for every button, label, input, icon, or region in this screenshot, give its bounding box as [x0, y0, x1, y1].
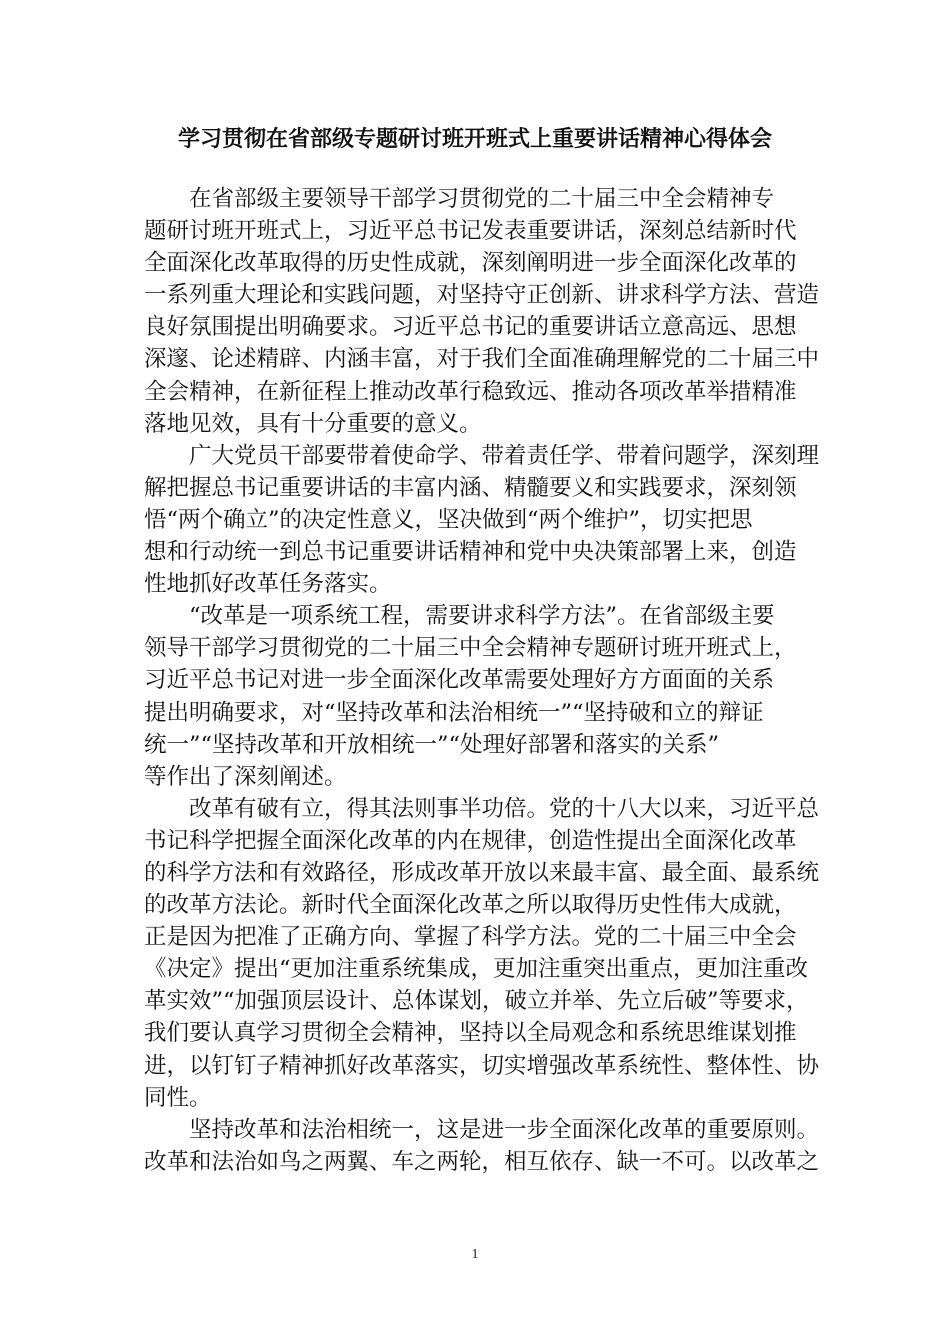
body-line: 全面深化改革取得的历史性成就，深刻阐明进一步全面深化改革的 — [144, 250, 797, 277]
body-line: 题研讨班开班式上，习近平总书记发表重要讲话，深刻总结新时代 — [144, 218, 797, 245]
body-line: 全会精神，在新征程上推动改革行稳致远、推动各项改革举措精准 — [144, 378, 797, 405]
body-line: 广大党员干部要带着使命学、带着责任学、带着问题学，深刻理 — [189, 442, 820, 469]
body-line: 一系列重大理论和实践问题，对坚持守正创新、讲求科学方法、营造 — [144, 282, 820, 309]
body-line: 我们要认真学习贯彻全会精神，坚持以全局观念和系统思维谋划推 — [144, 1020, 797, 1047]
body-line: 在省部级主要领导干部学习贯彻党的二十届三中全会精神专 — [189, 186, 775, 212]
body-line: 改革和法治如鸟之两翼、车之两轮，相互依存、缺一不可。以改革之 — [144, 1148, 820, 1175]
body-line: 书记科学把握全面深化改革的内在规律，创造性提出全面深化改革 — [144, 827, 797, 854]
body-line: 正是因为把准了正确方向、掌握了科学方法。党的二十届三中全会 — [144, 924, 797, 951]
body-line: 深邃、论述精辟、内涵丰富，对于我们全面准确理解党的二十届三中 — [144, 346, 820, 373]
body-line: 提出明确要求，对“坚持改革和法治相统一”“坚持破和立的辩证 — [144, 699, 764, 726]
body-line: 习近平总书记对进一步全面深化改革需要处理好方方面面的关系 — [144, 667, 775, 694]
body-line: 进，以钉钉子精神抓好改革落实，切实增强改革系统性、整体性、协 — [144, 1052, 820, 1079]
document-body — [144, 183, 820, 1178]
body-line: 《决定》提出“更加注重系统集成，更加注重突出重点，更加注重改 — [144, 956, 809, 983]
body-line: 解把握总书记重要讲话的丰富内涵、精髓要义和实践要求，深刻领 — [144, 474, 797, 501]
body-line: 同性。 — [144, 1084, 212, 1111]
body-line: 的科学方法和有效路径，形成改革开放以来最丰富、最全面、最系统 — [144, 859, 820, 886]
body-line: “改革是一项系统工程，需要讲求科学方法”。在省部级主要 — [189, 603, 775, 630]
body-line: 改革有破有立，得其法则事半功倍。党的十八大以来，习近平总 — [189, 795, 820, 822]
body-line: 想和行动统一到总书记重要讲话精神和党中央决策部署上来，创造 — [144, 539, 797, 566]
body-line: 领导干部学习贯彻党的二十届三中全会精神专题研讨班开班式上， — [144, 635, 797, 662]
body-line: 性地抓好改革任务落实。 — [144, 571, 392, 598]
body-line: 坚持改革和法治相统一，这是进一步全面深化改革的重要原则。 — [189, 1116, 820, 1143]
body-line: 革实效”“加强顶层设计、总体谋划，破立并举、先立后破”等要求， — [144, 988, 809, 1015]
body-line: 悟“两个确立”的决定性意义，坚决做到“两个维护”，切实把思 — [144, 506, 753, 533]
document-title: 学习贯彻在省部级专题研讨班开班式上重要讲话精神心得体会 — [177, 126, 772, 152]
body-line: 良好氛围提出明确要求。习近平总书记的重要讲话立意高远、思想 — [144, 314, 797, 341]
page-number: 1 — [471, 1247, 479, 1262]
body-line: 的改革方法论。新时代全面深化改革之所以取得历史性伟大成就， — [144, 892, 797, 919]
body-line: 等作出了深刻阐述。 — [144, 763, 347, 790]
body-line: 统一”“坚持改革和开放相统一”“处理好部署和落实的关系” — [144, 731, 720, 758]
body-line: 落地见效，具有十分重要的意义。 — [144, 410, 482, 437]
